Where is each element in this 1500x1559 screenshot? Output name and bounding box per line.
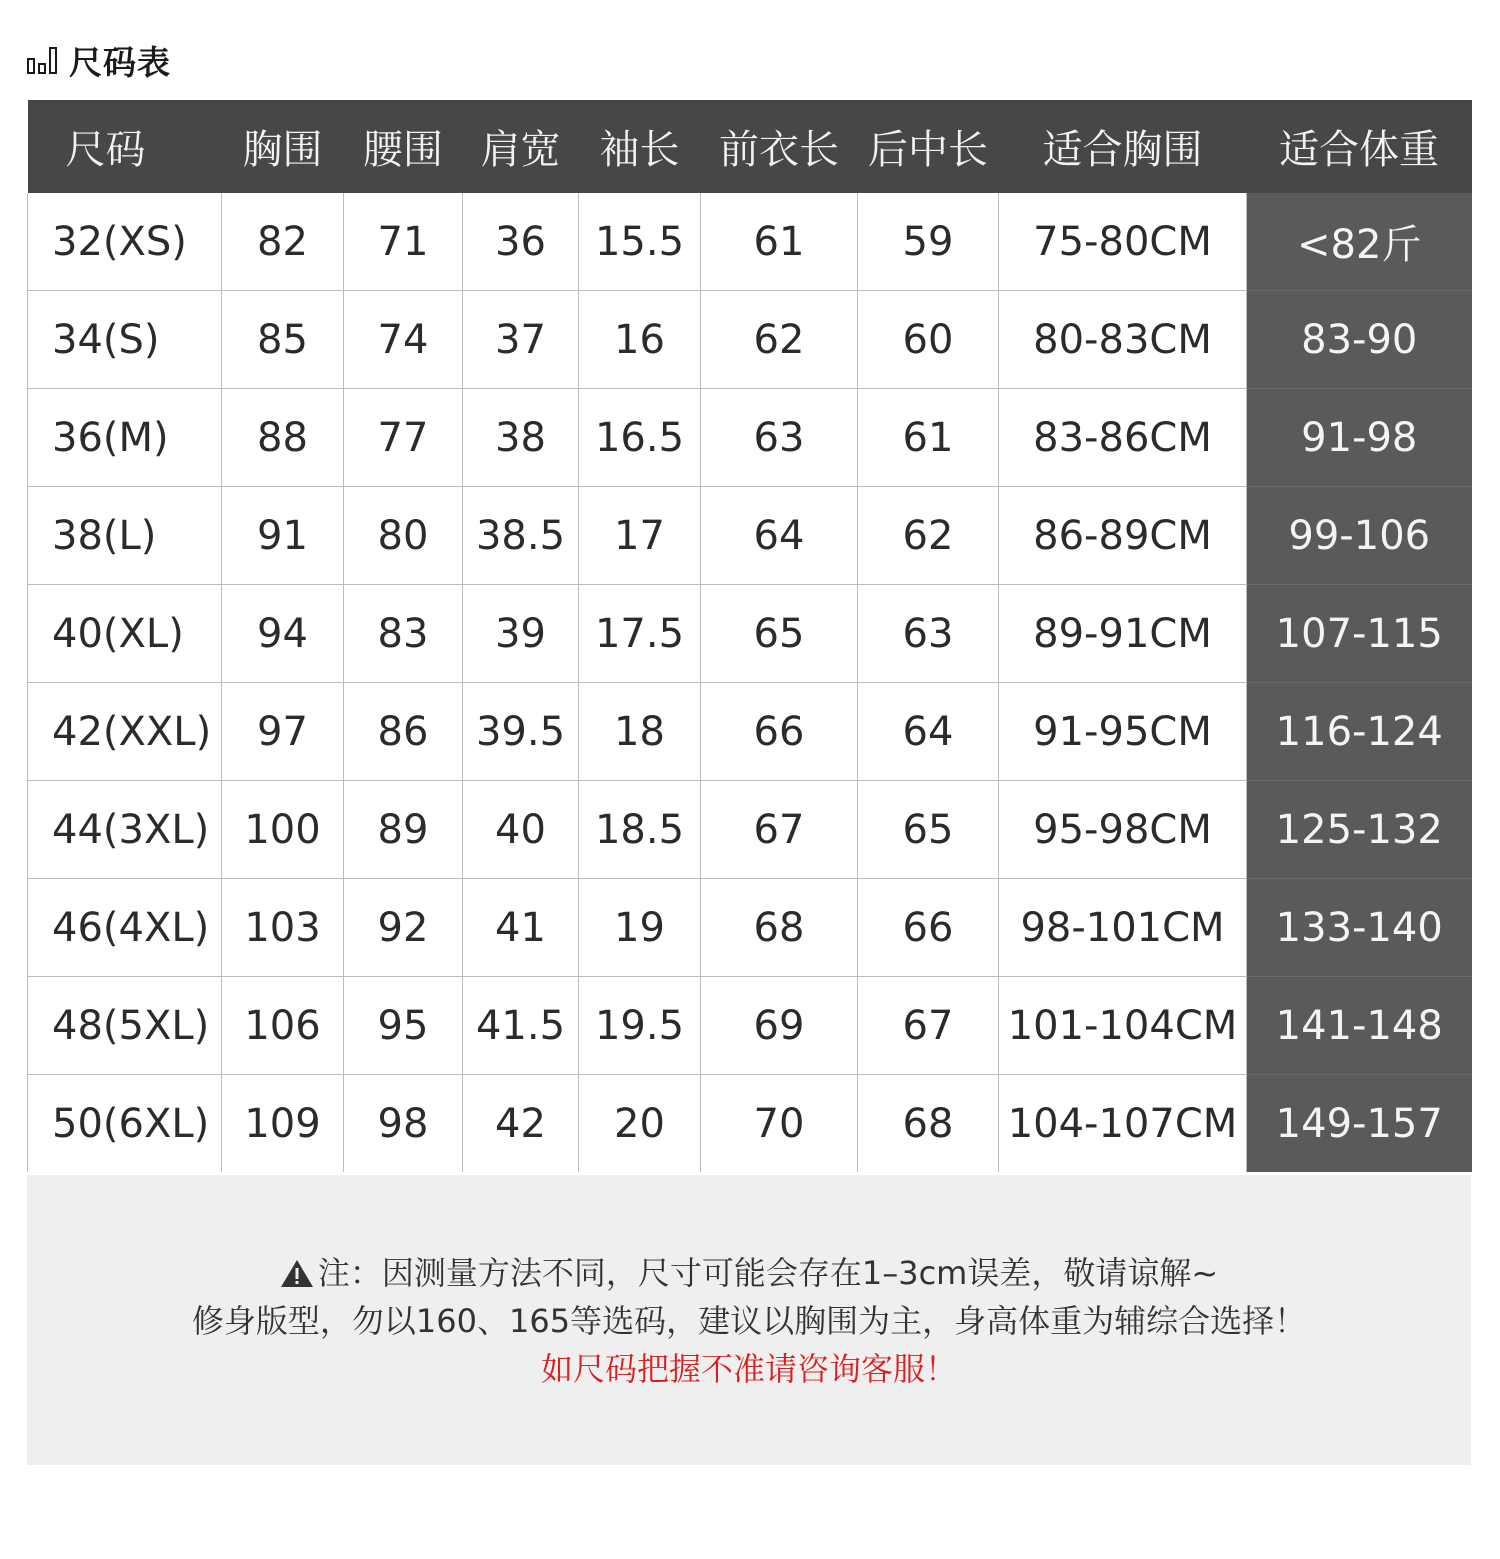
waist-cell: 98 (344, 1075, 463, 1173)
size-cell: 46(4XL) (28, 879, 222, 977)
waist-cell: 80 (344, 487, 463, 585)
table-row (28, 389, 1472, 487)
size-cell: 48(5XL) (28, 977, 222, 1075)
back-length-cell: 59 (858, 193, 999, 291)
bust-cell: 94 (222, 585, 344, 683)
fit-bust-cell: 101-104CM (999, 977, 1247, 1075)
fit-weight-cell: <82斤 (1247, 193, 1472, 291)
table-row (28, 781, 1472, 879)
back-length-cell: 65 (858, 781, 999, 879)
bust-cell: 85 (222, 291, 344, 389)
table-body (28, 193, 1472, 1172)
shoulder-cell: 37 (463, 291, 579, 389)
column-header: 腰围 (344, 100, 463, 193)
column-header: 前衣长 (701, 100, 858, 193)
title-bar (27, 38, 171, 82)
shoulder-cell: 36 (463, 193, 579, 291)
fit-weight-cell: 116-124 (1247, 683, 1472, 781)
shoulder-cell: 39 (463, 585, 579, 683)
sleeve-cell: 19 (579, 879, 701, 977)
fit-weight-cell: 107-115 (1247, 585, 1472, 683)
fit-bust-cell: 83-86CM (999, 389, 1247, 487)
size-cell: 42(XXL) (28, 683, 222, 781)
fit-weight-cell: 125-132 (1247, 781, 1472, 879)
fit-bust-cell: 75-80CM (999, 193, 1247, 291)
bust-cell: 97 (222, 683, 344, 781)
shoulder-cell: 38.5 (463, 487, 579, 585)
front-length-cell: 61 (701, 193, 858, 291)
front-length-cell: 66 (701, 683, 858, 781)
sleeve-cell: 17 (579, 487, 701, 585)
fit-weight-cell: 141-148 (1247, 977, 1472, 1075)
table-row (28, 585, 1472, 683)
fit-bust-cell: 91-95CM (999, 683, 1247, 781)
bust-cell: 91 (222, 487, 344, 585)
bust-cell: 103 (222, 879, 344, 977)
size-cell: 32(XS) (28, 193, 222, 291)
page-title: 尺码表 (69, 42, 171, 82)
size-chart-table (27, 100, 1472, 1172)
size-cell: 34(S) (28, 291, 222, 389)
fit-bust-cell: 104-107CM (999, 1075, 1247, 1173)
shoulder-cell: 41.5 (463, 977, 579, 1075)
fit-weight-cell: 83-90 (1247, 291, 1472, 389)
back-length-cell: 62 (858, 487, 999, 585)
warning-icon (280, 1258, 314, 1288)
table-row (28, 1075, 1472, 1173)
note-line-3: 如尺码把握不准请咨询客服！ (540, 1350, 957, 1388)
table-row (28, 487, 1472, 585)
waist-cell: 95 (344, 977, 463, 1075)
back-length-cell: 60 (858, 291, 999, 389)
bar-chart-icon (27, 45, 59, 75)
column-header: 袖长 (579, 100, 701, 193)
fit-bust-cell: 80-83CM (999, 291, 1247, 389)
column-header: 适合胸围 (999, 100, 1247, 193)
shoulder-cell: 42 (463, 1075, 579, 1173)
waist-cell: 89 (344, 781, 463, 879)
column-header: 肩宽 (463, 100, 579, 193)
table-row (28, 291, 1472, 389)
shoulder-cell: 39.5 (463, 683, 579, 781)
waist-cell: 74 (344, 291, 463, 389)
fit-weight-cell: 133-140 (1247, 879, 1472, 977)
sleeve-cell: 19.5 (579, 977, 701, 1075)
back-length-cell: 67 (858, 977, 999, 1075)
back-length-cell: 68 (858, 1075, 999, 1173)
sleeve-cell: 18.5 (579, 781, 701, 879)
fit-bust-cell: 86-89CM (999, 487, 1247, 585)
sleeve-cell: 16.5 (579, 389, 701, 487)
waist-cell: 83 (344, 585, 463, 683)
front-length-cell: 70 (701, 1075, 858, 1173)
fit-weight-cell: 149-157 (1247, 1075, 1472, 1173)
column-header: 适合体重 (1247, 100, 1472, 193)
back-length-cell: 66 (858, 879, 999, 977)
back-length-cell: 61 (858, 389, 999, 487)
note-line-1 (27, 1249, 1471, 1297)
size-cell: 44(3XL) (28, 781, 222, 879)
shoulder-cell: 40 (463, 781, 579, 879)
front-length-cell: 69 (701, 977, 858, 1075)
front-length-cell: 63 (701, 389, 858, 487)
table-row (28, 879, 1472, 977)
sleeve-cell: 20 (579, 1075, 701, 1173)
front-length-cell: 62 (701, 291, 858, 389)
waist-cell: 71 (344, 193, 463, 291)
column-header: 后中长 (858, 100, 999, 193)
bust-cell: 82 (222, 193, 344, 291)
bust-cell: 100 (222, 781, 344, 879)
table-row (28, 683, 1472, 781)
column-header: 尺码 (28, 100, 222, 193)
waist-cell: 77 (344, 389, 463, 487)
front-length-cell: 68 (701, 879, 858, 977)
fit-weight-cell: 99-106 (1247, 487, 1472, 585)
back-length-cell: 64 (858, 683, 999, 781)
size-cell: 40(XL) (28, 585, 222, 683)
front-length-cell: 67 (701, 781, 858, 879)
back-length-cell: 63 (858, 585, 999, 683)
table-row (28, 977, 1472, 1075)
bust-cell: 88 (222, 389, 344, 487)
bust-cell: 109 (222, 1075, 344, 1173)
column-header: 胸围 (222, 100, 344, 193)
sleeve-cell: 16 (579, 291, 701, 389)
size-cell: 36(M) (28, 389, 222, 487)
shoulder-cell: 41 (463, 879, 579, 977)
shoulder-cell: 38 (463, 389, 579, 487)
bust-cell: 106 (222, 977, 344, 1075)
front-length-cell: 64 (701, 487, 858, 585)
size-cell: 38(L) (28, 487, 222, 585)
table-header-row (28, 100, 1472, 193)
waist-cell: 86 (344, 683, 463, 781)
note-line-2: 修身版型，勿以160、165等选码，建议以胸围为主，身高体重为辅综合选择！ (191, 1302, 1307, 1340)
note-box (27, 1175, 1471, 1465)
note-text-1: 注：因测量方法不同，尺寸可能会存在1–3cm误差，敬请谅解~ (317, 1254, 1219, 1292)
sleeve-cell: 17.5 (579, 585, 701, 683)
sleeve-cell: 15.5 (579, 193, 701, 291)
fit-bust-cell: 89-91CM (999, 585, 1247, 683)
table-row (28, 193, 1472, 291)
fit-bust-cell: 98-101CM (999, 879, 1247, 977)
waist-cell: 92 (344, 879, 463, 977)
fit-bust-cell: 95-98CM (999, 781, 1247, 879)
sleeve-cell: 18 (579, 683, 701, 781)
front-length-cell: 65 (701, 585, 858, 683)
size-cell: 50(6XL) (28, 1075, 222, 1173)
fit-weight-cell: 91-98 (1247, 389, 1472, 487)
